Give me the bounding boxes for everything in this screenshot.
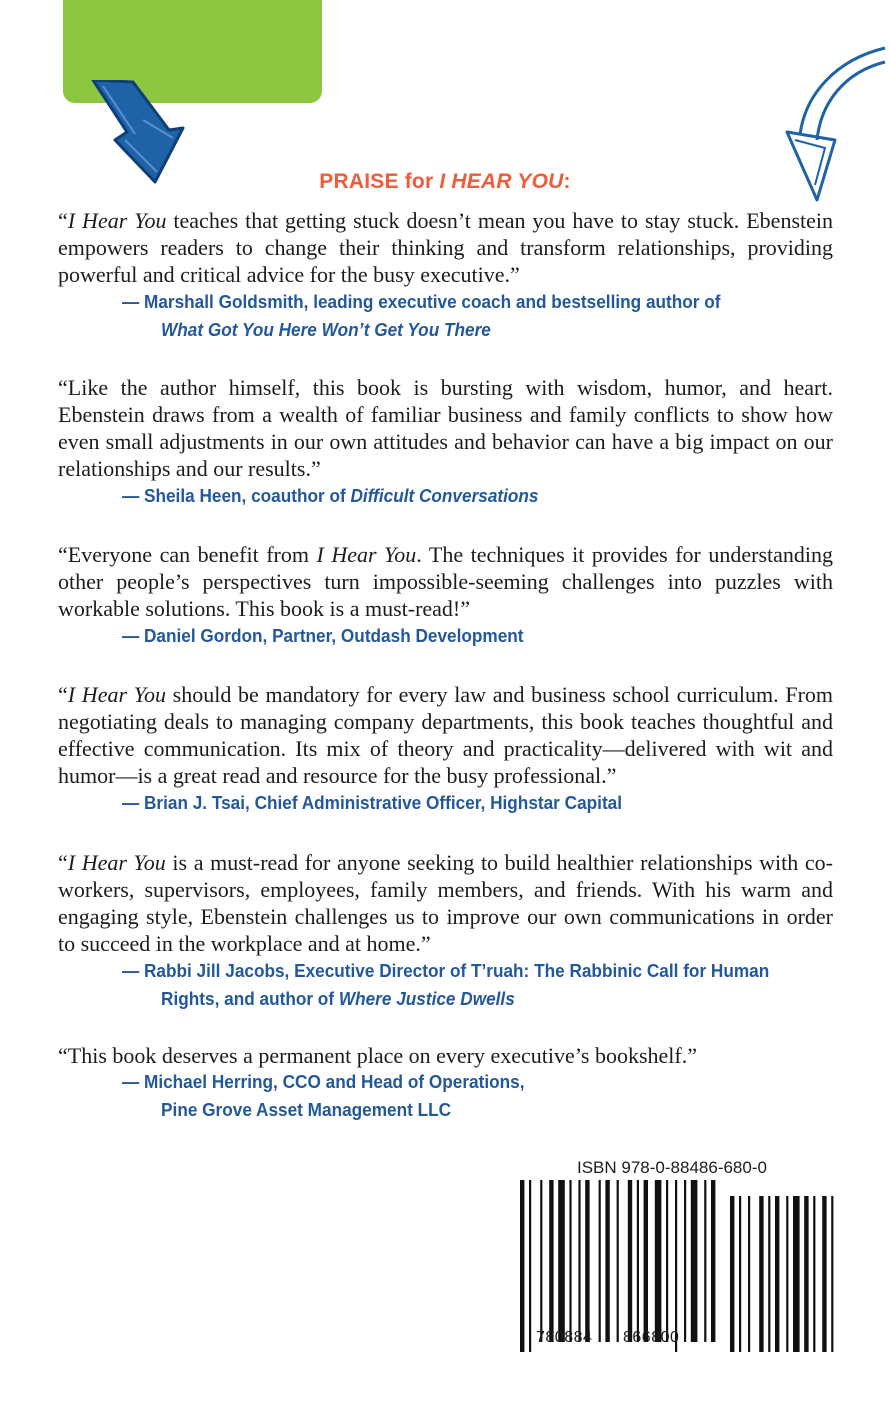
quote-text: teaches that getting stuck doesn’t mean you have to stay stuck. Ebenstein empowers readers to change their thinking and transform relationships, providing powerful and critical advice for the busy executive.” (58, 208, 834, 287)
praise-suffix: : (563, 170, 571, 193)
quote-text: is a must-read for anyone seeking to build healthier relationships with co-workers, supervisors, employees, family members, and friends. With his warm and engaging style, Ebenstein challenges us to improve our own communications in order to succeed in the workplace and at home.” (58, 850, 833, 956)
attribution-book-title: Where Justice Dwells (338, 988, 515, 1009)
quote-book-title: I Hear You (67, 682, 166, 707)
attribution-line: — Michael Herring, CCO and Head of Operations, (122, 1071, 525, 1092)
attribution-line: — Brian J. Tsai, Chief Administrative Officer, Highstar Capital (122, 792, 623, 813)
testimonial-attribution-1 (122, 288, 787, 344)
quote-open-mark: “ (58, 850, 68, 875)
barcode-digits-right: 866800 (623, 1329, 680, 1346)
attribution-line: Rights, and author of (161, 988, 339, 1009)
quote-open-mark: “ (58, 682, 68, 707)
praise-heading (0, 170, 890, 194)
testimonial-attribution-4 (122, 789, 787, 817)
attribution-book-title: Difficult Conversations (350, 485, 539, 506)
testimonial-quote-4 (58, 681, 833, 789)
praise-prefix: PRAISE for (319, 170, 440, 193)
testimonial-attribution-3 (122, 622, 787, 650)
testimonial-quote-2 (58, 374, 833, 482)
quote-open-mark: “ (58, 208, 68, 233)
attribution-book-title: What Got You Here Won’t Get You There (161, 319, 491, 340)
quote-text: . The techniques it provides for understanding other people’s perspectives turn impossible-seeming challenges into puzzles with workable solutions. This book is a must-read!” (58, 542, 833, 621)
attribution-line: — Rabbi Jill Jacobs, Executive Director of T’ruah: The Rabbinic Call for Human (122, 960, 770, 981)
attribution-line: Pine Grove Asset Management LLC (161, 1099, 452, 1120)
testimonial-attribution-2 (122, 482, 787, 510)
attribution-line: — Marshall Goldsmith, leading executive coach and bestselling author of (122, 291, 721, 312)
testimonial-attribution-6 (122, 1068, 787, 1124)
quote-book-title: I Hear You (67, 208, 167, 233)
isbn-label: ISBN 978-0-88486-680-0 (577, 1158, 767, 1177)
praise-book-title: I HEAR YOU (439, 170, 564, 193)
attribution-line: — Daniel Gordon, Partner, Outdash Development (122, 625, 524, 646)
quote-text: “Like the author himself, this book is bursting with wisdom, humor, and heart. Ebenstein draws from a wealth of familiar business and family conflicts to show how even small adjustments in our own attitudes and behavior can have a big impact on our relationships and our results.” (58, 375, 833, 481)
quote-book-title: I Hear You (67, 850, 166, 875)
testimonial-quote-6 (58, 1042, 833, 1069)
quote-text: should be mandatory for every law and business school curriculum. From negotiating deals to managing company departments, this book teaches thoughtful and effective communication. Its mix of theory and practicality—delivered with wit and humor—is a great read and resource for the busy professional.” (58, 682, 834, 788)
quote-book-title: I Hear You (316, 542, 417, 567)
testimonial-quote-5 (58, 849, 833, 957)
quote-text: “This book deserves a permanent place on every executive’s bookshelf.” (58, 1043, 697, 1068)
barcode-digits-left: 780884 (536, 1329, 593, 1346)
attribution-line: — Sheila Heen, coauthor of (122, 485, 351, 506)
quote-text: “Everyone can benefit from (58, 542, 317, 567)
testimonial-quote-1 (58, 207, 833, 288)
testimonial-attribution-5 (122, 957, 787, 1013)
testimonial-quote-3 (58, 541, 833, 622)
